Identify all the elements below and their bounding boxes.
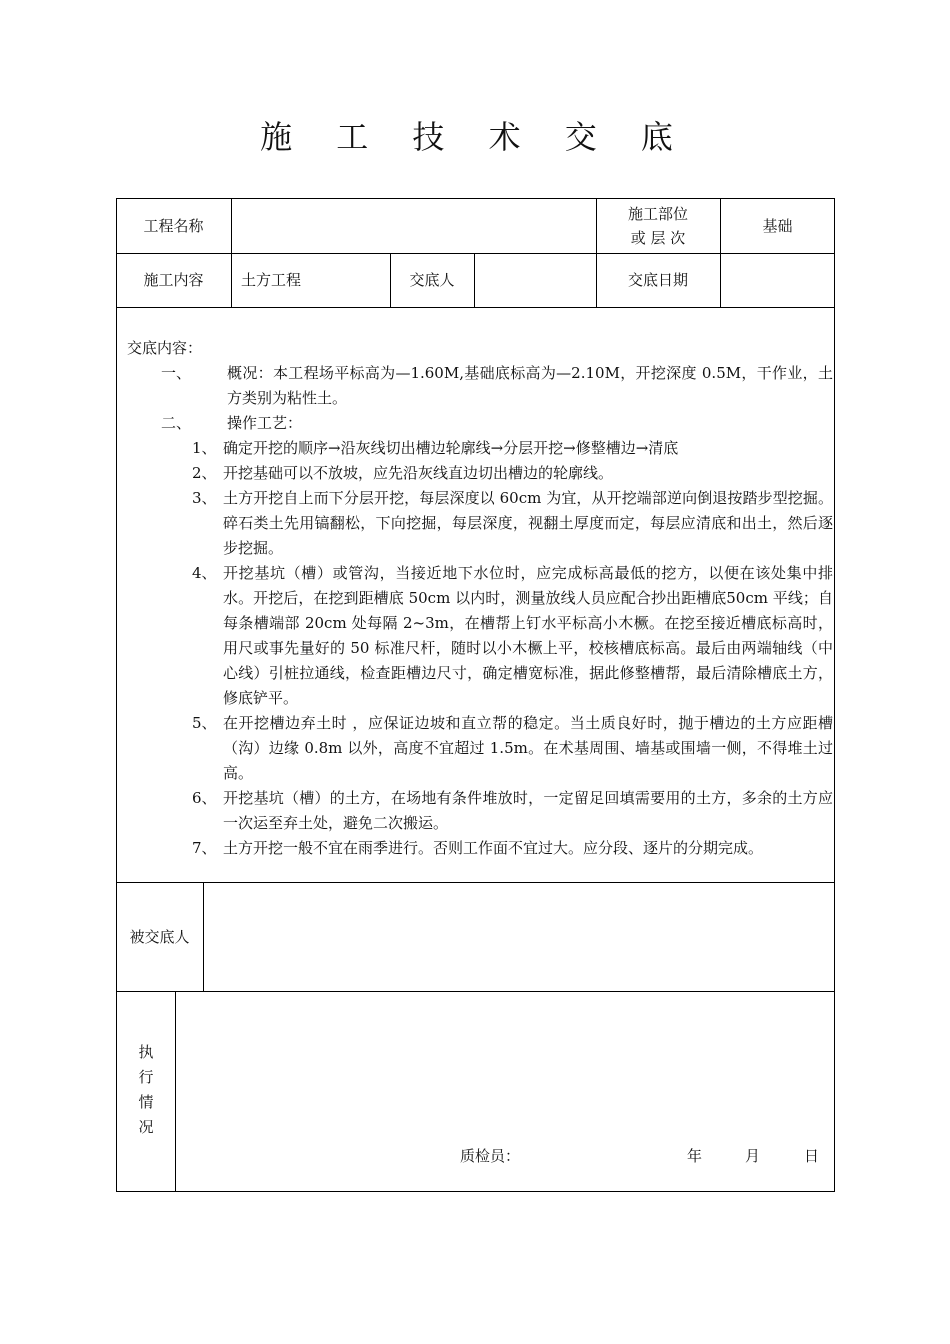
item-number: 3、 xyxy=(192,489,217,507)
list-item xyxy=(127,436,833,461)
location-label-line1: 施工部位 xyxy=(627,204,688,223)
list-item xyxy=(127,561,833,711)
item-text: 开挖基坑（槽）或管沟，当接近地下水位时，应完成标高最低的挖方，以便在该处集中排水。开挖后，在挖到距槽底 50cm 以内时，测量放线人员应配合抄出距槽底50cm 平线；自每条槽端部 20cm 处每隔 2~3m，在槽帮上钉水平标高小木橛。在挖至接近槽底标高时，用尺或事先量好的 50 标准尺杆，随时以小木橛上平，校核槽底标高。最后由两端轴线（中心线）引桩拉通线，检查距槽边尺寸，确定槽宽标准，据此修整槽帮，最后清除槽底土方，修底铲平。 xyxy=(223,564,833,707)
item-text: 开挖基础可以不放坡，应先沿灰线直边切出槽边的轮廓线。 xyxy=(223,464,614,482)
month-label: 月 xyxy=(745,1147,761,1165)
inspector-label: 质检员： xyxy=(460,1147,521,1165)
recipient-label: 被交底人 xyxy=(129,927,190,946)
location-value[interactable]: 基础 xyxy=(762,216,793,235)
list-item xyxy=(127,711,833,786)
section-text: 操作工艺： xyxy=(227,414,303,432)
section-number: 二、 xyxy=(161,414,192,432)
section-overview xyxy=(127,361,833,411)
list-item xyxy=(127,786,833,836)
content-value[interactable]: 土方工程 xyxy=(241,271,302,289)
handover-content xyxy=(127,336,833,861)
recipient-signature-area[interactable] xyxy=(204,883,834,990)
list-item xyxy=(127,486,833,561)
execution-label-char: 行 xyxy=(138,1068,154,1086)
issuer-label: 交底人 xyxy=(409,271,455,289)
inspector-signature-field[interactable] xyxy=(522,1145,672,1167)
location-label xyxy=(596,198,720,253)
date-label: 交底日期 xyxy=(627,271,688,289)
project-name-field[interactable] xyxy=(232,198,596,253)
item-number: 7、 xyxy=(192,839,217,857)
item-text: 土方开挖自上而下分层开挖，每层深度以 60cm 为宜，从开挖端部逆向倒退按踏步型挖掘。碎石类土先用镐翻松，下向挖掘，每层深度，视翻土厚度而定，每层应清底和出土，然后逐步挖掘。 xyxy=(223,489,833,557)
item-number: 1、 xyxy=(192,439,217,457)
item-text: 土方开挖一般不宜在雨季进行。否则工作面不宜过大。应分段、逐片的分期完成。 xyxy=(223,839,764,857)
execution-label xyxy=(117,1040,175,1140)
row-divider xyxy=(116,307,835,308)
item-number: 5、 xyxy=(192,714,217,732)
item-number: 2、 xyxy=(192,464,217,482)
execution-status-area[interactable] xyxy=(176,992,834,1132)
section-number: 一、 xyxy=(161,364,192,382)
list-item xyxy=(127,836,833,861)
execution-label-char: 执 xyxy=(138,1043,154,1061)
section-text: 概况：本工程场平标高为—1.60M,基础底标高为—2.10M，开挖深度 0.5M，干作业，土方类别为粘性土。 xyxy=(227,364,833,407)
item-text: 确定开挖的顺序→沿灰线切出槽边轮廓线→分层开挖→修整槽边→清底 xyxy=(223,439,679,457)
project-name-label: 工程名称 xyxy=(143,216,204,235)
date-field[interactable] xyxy=(720,253,835,307)
item-text: 开挖基坑（槽）的土方，在场地有条件堆放时，一定留足回填需要用的土方，多余的土方应一次运至弃土处，避免二次搬运。 xyxy=(223,789,833,832)
item-text: 在开挖槽边弃土时 ，应保证边坡和直立帮的稳定。当土质良好时，抛于槽边的土方应距槽（沟）边缘 0.8m 以外，高度不宜超过 1.5m。在术基周围、墙基或围墙一侧，不得堆土过高。 xyxy=(223,714,833,782)
content-heading: 交底内容： xyxy=(127,339,203,357)
location-label-line2: 或 层 次 xyxy=(630,228,686,247)
content-label: 施工内容 xyxy=(143,271,204,289)
execution-label-char: 情 xyxy=(138,1093,154,1111)
year-label: 年 xyxy=(687,1147,703,1165)
document-title: 施 工 技 术 交 底 xyxy=(260,118,690,156)
list-item xyxy=(127,461,833,486)
day-label: 日 xyxy=(804,1147,820,1165)
section-process xyxy=(127,411,833,436)
execution-label-char: 况 xyxy=(138,1118,154,1136)
issuer-field[interactable] xyxy=(474,253,596,307)
item-number: 4、 xyxy=(192,564,217,582)
item-number: 6、 xyxy=(192,789,217,807)
